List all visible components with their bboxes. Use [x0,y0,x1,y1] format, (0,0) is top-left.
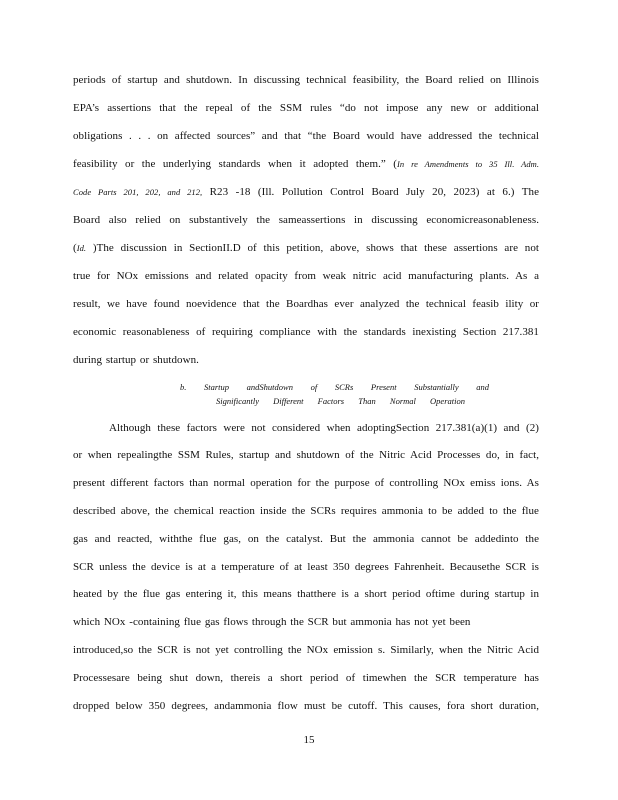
paragraph-2-line-5: gas and reacted, withthe flue gas, on the catalyst. But the ammonia cannot be addedinto the [73,533,539,545]
paragraph-2-line-8: which NOx -containing flue gas flows through the SCR but ammonia has not yet been [73,616,471,628]
subheading-line-1: b. Startup andShutdown of SCRs Present Substantially and [180,382,489,392]
paragraph-1-line-6: Board also relied on substantively the sameassertions in discussing economicreasonableness. [73,214,539,226]
paragraph-1-line-8: true for NOx emissions and related opacity from weak nitric acid manufacturing plants. As a [73,270,539,282]
paragraph-1-line-1: periods of startup and shutdown. In discussing technical feasibility, the Board relied on Illinois [73,74,539,86]
paragraph-2-line-7: heated by the flue gas entering it, this means thatthere is a short period oftime during startup in [73,588,539,600]
paragraph-1-line-7 [73,241,539,255]
paragraph-2-line-1: Although these factors were not considered when adoptingSection 217.381(a)(1) and (2) [109,422,539,434]
paragraph-1-line-10: economic reasonableness of requiring compliance with the standards inexisting Section 217.381 [73,326,539,338]
paragraph-1-line-7-text: )The discussion in SectionII.D of this petition, above, shows that these assertions are not [86,242,539,254]
paragraph-1-line-4-text: feasibility or the underlying standards when it adopted them.” ( [73,158,398,170]
paragraph-2-line-4: described above, the chemical reaction inside the SCRs requires ammonia to be added to the flue [73,505,539,517]
paragraph-1-line-3: obligations . . . on affected sources” and that “the Board would have addressed the technical [73,130,539,142]
case-citation-part-1: In re Amendments to 35 Ill. Adm. [397,159,539,169]
paragraph-2-line-9: introduced,so the SCR is not yet controlling the NOx emission s. Similarly, when the Nitric Acid [73,644,539,656]
paragraph-2-line-3: present different factors than normal operation for the purpose of controlling NOx emiss ions. As [73,477,539,489]
paragraph-1-line-7-open: ( [73,242,77,254]
paragraph-1-line-5-text: R23 -18 (Ill. Pollution Control Board July 20, 2023) at 6.) The [202,186,540,198]
paragraph-1-line-11: during startup or shutdown. [73,354,199,366]
id-citation: Id. [76,243,87,253]
case-citation-part-2: Code Parts 201, 202, and 212, [73,187,203,197]
paragraph-2-line-6: SCR unless the device is at a temperature of at least 350 degrees Fahrenheit. Becausethe SCR is [73,561,539,573]
paragraph-1-line-9: result, we have found noevidence that the Boardhas ever analyzed the technical feasib ility or [73,298,539,310]
paragraph-2-line-2: or when repealingthe SSM Rules, startup and shutdown of the Nitric Acid Processes do, in fact, [73,449,539,461]
subheading-line-2: Significantly Different Factors Than Normal Operation [216,396,465,406]
paragraph-1-line-5 [73,185,539,199]
paragraph-2-line-10: Processesare being shut down, thereis a short period of timewhen the SCR temperature has [73,672,539,684]
paragraph-1-line-4 [73,157,539,171]
paragraph-1-line-2: EPA’s assertions that the repeal of the SSM rules “do not impose any new or additional [73,102,539,114]
paragraph-2-line-11: dropped below 350 degrees, andammonia flow must be cutoff. This causes, fora short duration, [73,700,539,712]
page-number: 15 [303,734,315,746]
